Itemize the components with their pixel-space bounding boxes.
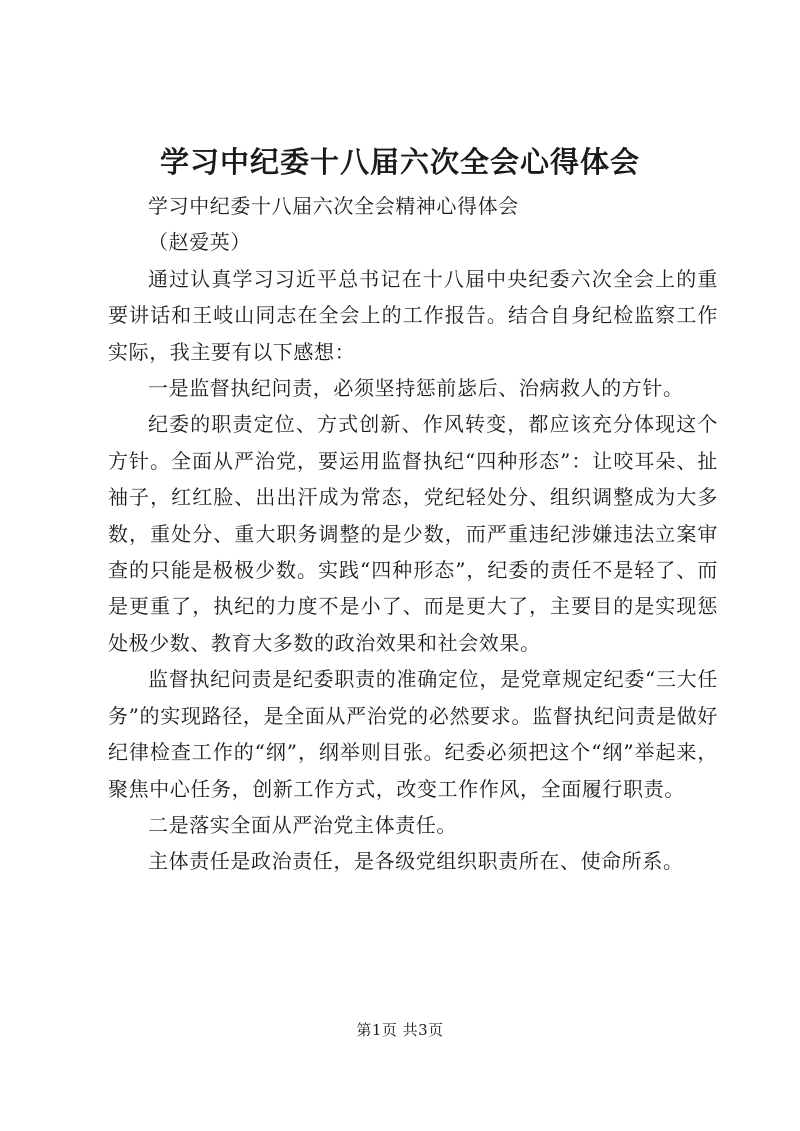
body-paragraph: 二是落实全面从严治党主体责任。 xyxy=(148,812,457,837)
body-paragraph: 一是监督执纪问责，必须坚持惩前毖后、治病救人的方针。 xyxy=(148,376,684,401)
body-paragraph: 监督执纪问责是纪委职责的准确定位，是党章规定纪委“三大任务”的实现路径，是全面从严治党的必然要求。监督执纪问责是做好纪律检查工作的“纲”，纲举则目张。纪委必须把这个“纲”举起来，聚焦中心任务，创新工作方式，改变工作作风，全面履行职责。 xyxy=(108,667,718,801)
author-paragraph: （赵爱英） xyxy=(148,230,251,255)
body-paragraph: 主体责任是政治责任，是各级党组织职责所在、使命所系。 xyxy=(148,849,684,874)
subtitle-paragraph: 学习中纪委十八届六次全会精神心得体会 xyxy=(148,194,519,218)
page-indicator: 第1页 共3页 xyxy=(356,1021,444,1039)
body-paragraph: 纪委的职责定位、方式创新、作风转变，都应该充分体现这个方针。全面从严治党，要运用监督执纪“四种形态”：让咬耳朵、扯袖子，红红脸、出出汗成为常态，党纪轻处分、组织调整成为大多数，重处分、重大职务调整的是少数，而严重违纪涉嫌违法立案审查的只能是极极少数。实践“四种形态”，纪委的责任不是轻了、而是更重了，执纪的力度不是小了、而是更大了，主要目的是实现惩处极少数、教育大多数的政治效果和社会效果。 xyxy=(108,412,718,655)
body-paragraph: 通过认真学习习近平总书记在十八届中央纪委六次全会上的重要讲话和王岐山同志在全会上的工作报告。结合自身纪检监察工作实际，我主要有以下感想： xyxy=(108,266,718,364)
document-body xyxy=(108,188,718,880)
document-title: 学习中纪委十八届六次全会心得体会 xyxy=(159,145,640,179)
